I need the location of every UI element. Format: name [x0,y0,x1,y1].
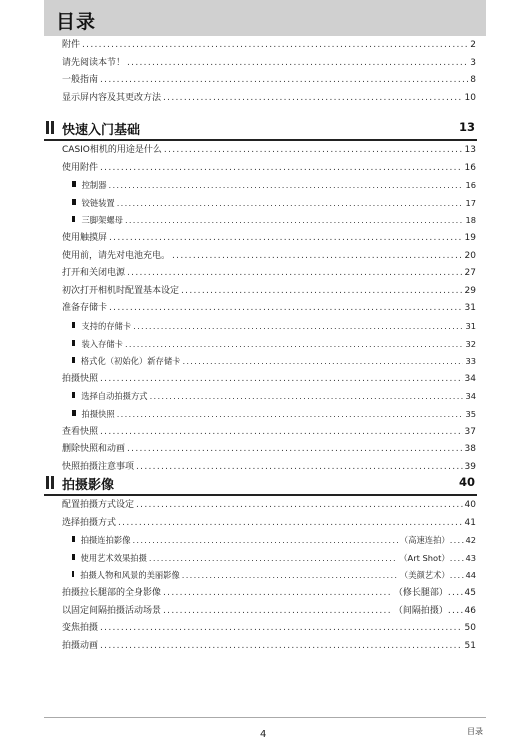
toc-entry[interactable] [62,371,476,389]
entry-page-number: 33 [465,356,476,367]
dot-leader [133,318,463,336]
square-bullet-icon [72,181,76,187]
page-title: 目录 [56,11,97,33]
dot-leader [125,336,464,354]
dot-leader [163,90,463,108]
entry-page-number: 41 [464,517,476,528]
square-bullet-icon [72,571,74,577]
entry-page-number: 31 [465,320,476,331]
dot-leader [100,424,463,442]
entry-page-number: 31 [464,303,476,314]
dot-leader [163,585,392,603]
entry-title: 以固定间隔拍摄活动场景 [62,605,162,616]
entry-title: CASIO相机的用途是什么 [62,145,162,155]
toc-entry[interactable] [62,620,476,638]
dot-leader [127,55,468,73]
entry-title: 使用艺术效果拍摄 [80,552,147,563]
toc-entry[interactable] [62,230,476,248]
toc-entry[interactable] [62,265,476,283]
chapter-marker-icon [46,476,54,489]
toc-entry[interactable] [62,585,476,603]
entry-page-number: 2 [470,40,476,50]
dot-leader [172,248,463,266]
entry-mode-label: （修长腿部） [393,587,448,598]
toc-entry[interactable] [62,248,476,266]
dot-leader-short: .... [447,587,465,598]
entry-page-number: 18 [465,215,476,226]
entry-title: 准备存储卡 [62,303,108,314]
toc-entry[interactable] [62,603,476,621]
toc-entry[interactable] [62,37,476,55]
entry-title: 三脚架螺母 [81,215,123,226]
entry-title: 拍摄人物和风景的美丽影像 [80,570,180,581]
entry-page-number: 13 [464,145,476,155]
entry-page-number: 39 [464,461,476,472]
toc-subentry[interactable] [62,318,476,336]
dot-leader [181,283,463,301]
dot-leader [163,603,392,621]
entry-title: 快照拍摄注意事项 [62,461,135,472]
entry-mode-label: （Art Shot） [399,552,450,563]
toc-entry[interactable] [62,497,476,515]
dot-leader [182,567,398,585]
square-bullet-icon [72,216,75,222]
entry-page-number: 20 [464,250,476,261]
dot-leader [117,406,464,424]
square-bullet-icon [72,392,75,398]
entry-page-number: 16 [465,180,476,191]
entry-page-number: 44 [465,570,476,581]
entry-page-number: 38 [464,444,476,455]
dot-leader [100,620,463,638]
toc-subentry[interactable] [62,336,476,354]
toc-subentry[interactable] [62,550,476,568]
entry-page-number: 8 [470,75,476,86]
dot-leader [100,160,463,178]
entry-title: 选择拍摄方式 [62,517,117,528]
entry-page-number: 45 [464,587,476,598]
entry-page-number: 40 [464,500,476,510]
toc-entry[interactable] [62,283,476,301]
entry-title: 配置拍摄方式设定 [62,500,135,510]
entry-title: 使用附件 [62,162,99,173]
entry-page-number: 42 [465,535,476,546]
footer-page-number: 4 [260,729,267,740]
toc-entry[interactable] [62,515,476,533]
entry-page-number: 43 [465,552,476,563]
entry-title: 附件 [62,40,81,50]
entry-title: 打开和关闭电源 [62,268,126,279]
dot-leader [82,37,468,55]
dot-leader [150,388,464,406]
entry-page-number: 10 [464,92,476,103]
entry-page-number: 51 [464,640,476,651]
toc-subentry[interactable] [62,353,476,371]
entry-mode-label: （高速连拍） [399,535,450,546]
dot-leader [109,230,463,248]
dot-leader [125,212,464,230]
footer-divider [44,717,486,718]
entry-page-number: 35 [465,408,476,419]
entry-title: 一般指南 [62,75,99,86]
entry-title: 选择自动拍摄方式 [81,391,148,402]
chapter-marker-icon [46,121,54,134]
toc-subentry[interactable] [62,388,476,406]
toc-entry[interactable] [62,142,476,160]
entry-title: 显示屏内容及其更改方法 [62,92,162,103]
square-bullet-icon [72,357,75,363]
dot-leader-short: .... [449,552,466,563]
square-bullet-icon [72,322,75,328]
dot-leader [149,550,397,568]
toc-subentry[interactable] [62,406,476,424]
dot-leader [109,177,464,195]
toc-subentry[interactable] [62,195,476,213]
toc-entry[interactable] [62,160,476,178]
dot-leader [127,441,463,459]
dot-leader-short: .... [449,535,466,546]
dot-leader-short: .... [447,605,465,616]
square-bullet-icon [72,554,75,560]
dot-leader [100,72,468,90]
entry-page-number: 34 [465,391,476,402]
toc-chapter2-list [62,497,476,655]
toc-entry[interactable] [62,55,476,73]
dot-leader [100,371,463,389]
toc-subentry[interactable] [62,567,476,585]
entry-title: 查看快照 [62,426,99,437]
dot-leader [164,142,463,160]
chapter-title: 快速入门基础 [62,123,141,138]
entry-page-number: 17 [465,197,476,208]
entry-title: 控制器 [81,180,107,191]
entry-title: 使用触摸屏 [62,232,108,243]
toc-intro-list [62,37,476,107]
toc-entry[interactable] [62,72,476,90]
entry-page-number: 19 [464,232,476,243]
entry-title: 变焦拍摄 [62,623,99,634]
dot-leader [133,532,398,550]
entry-page-number: 29 [464,285,476,296]
chapter-heading-quick-start[interactable] [44,117,477,141]
entry-title: 拍摄动画 [62,640,99,651]
entry-title: 删除快照和动画 [62,444,126,455]
entry-title: 拍摄连拍影像 [80,535,131,546]
toc-subentry[interactable] [62,177,476,195]
square-bullet-icon [72,340,75,346]
entry-page-number: 27 [464,268,476,279]
entry-title: 请先阅读本节！ [62,57,126,68]
chapter-heading-shooting[interactable] [44,472,477,496]
entry-title: 格式化（初始化）新存储卡 [80,356,181,367]
entry-title: 支持的存储卡 [81,320,132,331]
toc-subentry[interactable] [62,212,476,230]
entry-title: 初次打开相机时配置基本设定 [62,285,180,296]
entry-title: 铰链装置 [81,197,115,208]
chapter-page-number: 13 [458,120,475,134]
square-bullet-icon [72,199,76,205]
entry-title: 使用前，请先对电池充电。 [62,250,171,261]
entry-title: 拍摄快照 [62,373,99,384]
entry-page-number: 34 [464,373,476,384]
dot-leader [100,638,463,656]
entry-page-number: 3 [470,57,476,68]
dot-leader [118,515,463,533]
dot-leader [127,265,463,283]
entry-title: 装入存储卡 [81,338,123,349]
entry-title: 拍摄快照 [81,408,115,419]
toc-entry[interactable] [62,638,476,656]
toc-subentry[interactable] [62,532,476,550]
entry-page-number: 32 [465,338,476,349]
chapter-title: 拍摄影像 [62,478,115,493]
entry-page-number: 37 [464,426,476,437]
dot-leader [109,300,463,318]
entry-page-number: 50 [464,623,476,634]
toc-entry[interactable] [62,441,476,459]
entry-page-number: 16 [464,162,476,173]
toc-chapter1-list [62,142,476,476]
dot-leader [117,195,464,213]
dot-leader [136,497,463,515]
toc-entry[interactable] [62,424,476,442]
entry-mode-label: （间隔拍摄） [393,605,448,616]
toc-entry[interactable] [62,300,476,318]
square-bullet-icon [72,410,76,416]
dot-leader [182,353,463,371]
entry-mode-label: （美颜艺术） [399,570,450,581]
chapter-page-number: 40 [458,475,475,489]
entry-page-number: 46 [464,605,476,616]
square-bullet-icon [72,536,75,542]
footer-section-label: 目录 [467,727,483,736]
header-bar [44,0,486,36]
toc-entry[interactable] [62,90,476,108]
entry-title: 拍摄拉长腿部的全身影像 [62,587,162,598]
dot-leader-short: .... [449,570,466,581]
